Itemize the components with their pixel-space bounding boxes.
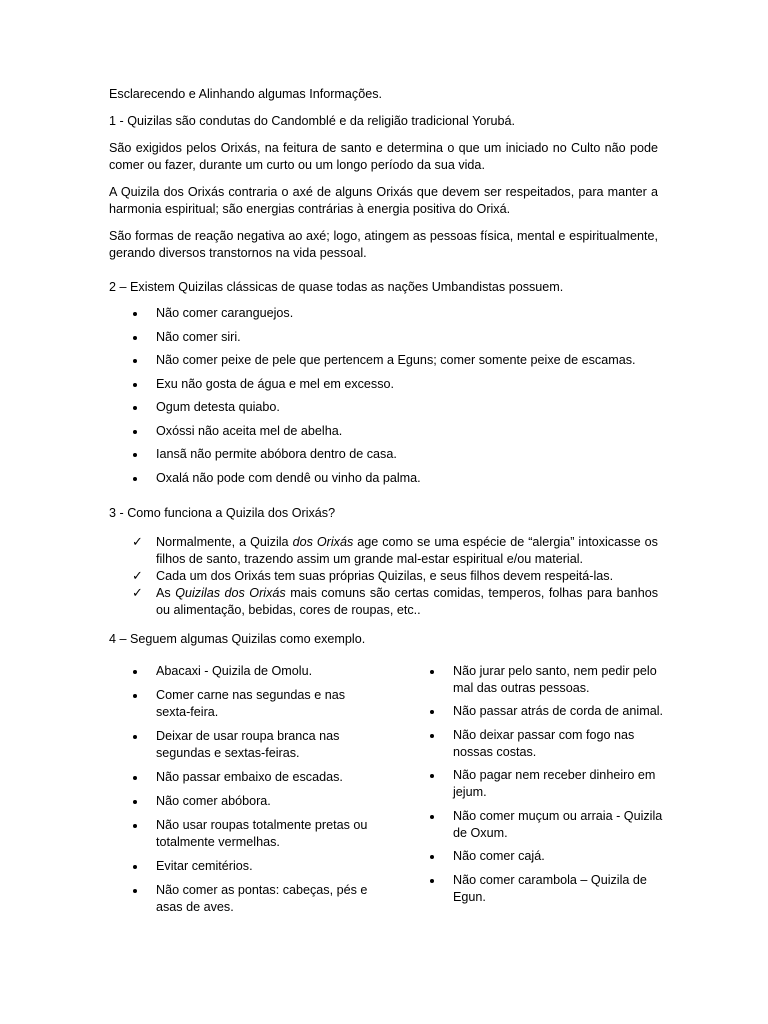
list-item-text: Ogum detesta quiabo. [156, 400, 280, 414]
list-item-text: As Quizilas dos Orixás mais comuns são certas comidas, temperos, folhas para banhos ou alimentação, bebidas, cores de roupas, etc.. [156, 585, 658, 617]
list-item [406, 872, 666, 906]
list-item [406, 848, 666, 865]
list-item-text: Não passar embaixo de escadas. [156, 769, 343, 784]
list-item [109, 470, 658, 487]
bullet-icon [133, 776, 137, 780]
list-item-text: Não usar roupas totalmente pretas ou totalmente vermelhas. [156, 817, 368, 849]
list-item-text: Não jurar pelo santo, nem pedir pelo mal das outras pessoas. [453, 663, 657, 695]
checkmark-icon: ✓ [132, 533, 143, 549]
section-2-list [109, 305, 658, 487]
list-item [109, 568, 658, 585]
bullet-icon [430, 879, 434, 883]
list-item [109, 352, 658, 369]
bullet-icon [133, 694, 137, 698]
list-item [109, 858, 369, 875]
bullet-icon [430, 710, 434, 714]
bullet-icon [133, 477, 137, 481]
bullet-icon [430, 815, 434, 819]
list-item [406, 808, 666, 842]
bullet-icon [133, 735, 137, 739]
list-item [109, 728, 369, 762]
section-1-paragraph: São exigidos pelos Orixás, na feitura de santo e determina o que um iniciado no Culto não pode comer ou fazer, durante um curto ou um longo período da sua vida. [109, 141, 658, 172]
list-item-text: Deixar de usar roupa branca nas segundas e sextas-feiras. [156, 728, 340, 760]
list-item [406, 703, 666, 720]
list-item-text: Evitar cemitérios. [156, 858, 253, 873]
section-1-heading: 1 - Quizilas são condutas do Candomblé e da religião tradicional Yorubá. [109, 114, 516, 128]
list-item-text: Não comer siri. [156, 329, 241, 344]
list-item-text: Não comer muçum ou arraia - Quizila de Oxum. [453, 808, 663, 840]
list-item-text: Não comer cajá. [453, 849, 545, 863]
checkmark-icon: ✓ [132, 584, 143, 600]
list-item-text: Não comer abóbora. [156, 793, 271, 808]
list-item [406, 727, 666, 761]
list-item-text: Não pagar nem receber dinheiro em jejum. [453, 768, 656, 799]
section-2-heading: 2 – Existem Quizilas clássicas de quase todas as nações Umbandistas possuem. [109, 280, 564, 294]
section-4-heading: 4 – Seguem algumas Quizilas como exemplo. [109, 631, 366, 646]
section-3-list [109, 534, 658, 619]
list-item-text: Não passar atrás de corda de animal. [453, 704, 664, 718]
list-item [109, 376, 658, 393]
list-item-text: Oxalá não pode com dendê ou vinho da palma. [156, 470, 421, 485]
list-item-text: Normalmente, a Quizila dos Orixás age como se uma espécie de “alergia” intoxicasse os filhos de santo, trazendo assim um grande mal-estar espiritual e/ou material. [156, 534, 658, 566]
bullet-icon [133, 406, 137, 410]
bullet-icon [133, 889, 137, 893]
checkmark-icon: ✓ [132, 567, 143, 583]
bullet-icon [133, 430, 137, 434]
document-content [109, 86, 664, 933]
list-item [109, 769, 369, 786]
bullet-icon [133, 312, 137, 316]
list-item [109, 399, 658, 416]
bullet-icon [133, 453, 137, 457]
list-item [406, 767, 666, 801]
list-item-text: Iansã não permite abóbora dentro de casa. [156, 447, 397, 461]
list-item-text: Abacaxi - Quizila de Omolu. [156, 663, 313, 678]
list-item [109, 793, 369, 810]
bullet-icon [430, 734, 434, 738]
list-item-text: Cada um dos Orixás tem suas próprias Quizilas, e seus filhos devem respeitá-las. [156, 568, 614, 583]
bullet-icon [133, 670, 137, 674]
list-item [109, 663, 369, 680]
bullet-icon [430, 774, 434, 778]
list-item [109, 817, 369, 851]
list-item-text: Comer carne nas segundas e nas sexta-feira. [156, 687, 346, 719]
section-3-heading: 3 - Como funciona a Quizila dos Orixás? [109, 505, 336, 520]
list-item [109, 534, 658, 568]
bullet-icon [133, 336, 137, 340]
section-4-right-list [406, 663, 666, 913]
bullet-icon [133, 824, 137, 828]
list-item-text: Não deixar passar com fogo nas nossas costas. [453, 727, 635, 759]
list-item-text: Não comer as pontas: cabeças, pés e asas de aves. [156, 882, 368, 914]
list-item [109, 585, 658, 619]
bullet-icon [133, 865, 137, 869]
list-item [109, 446, 658, 463]
list-item [109, 305, 658, 322]
section-4-left-list [109, 663, 369, 923]
list-item-text: Exu não gosta de água e mel em excesso. [156, 376, 395, 391]
bullet-icon [430, 855, 434, 859]
list-item-text: Não comer caranguejos. [156, 306, 294, 320]
bullet-icon [133, 359, 137, 363]
bullet-icon [133, 383, 137, 387]
bullet-icon [430, 670, 434, 674]
section-4-columns [109, 663, 664, 933]
list-item [109, 882, 369, 916]
list-item-text: Não comer carambola – Quizila de Egun. [453, 872, 647, 904]
section-1-paragraph: A Quizila dos Orixás contraria o axé de alguns Orixás que devem ser respeitados, para manter a harmonia espiritual; são energias contrárias à energia positiva do Orixá. [109, 185, 658, 216]
document-title: Esclarecendo e Alinhando algumas Informações. [109, 87, 383, 101]
section-1-paragraph: São formas de reação negativa ao axé; logo, atingem as pessoas física, mental e espiritualmente, gerando diversos transtornos na vida pessoal. [109, 229, 658, 260]
list-item [109, 329, 658, 346]
list-item [109, 687, 369, 721]
list-item [406, 663, 666, 697]
list-item-text: Oxóssi não aceita mel de abelha. [156, 423, 343, 438]
list-item [109, 423, 658, 440]
bullet-icon [133, 800, 137, 804]
list-item-text: Não comer peixe de pele que pertencem a Eguns; comer somente peixe de escamas. [156, 353, 636, 367]
